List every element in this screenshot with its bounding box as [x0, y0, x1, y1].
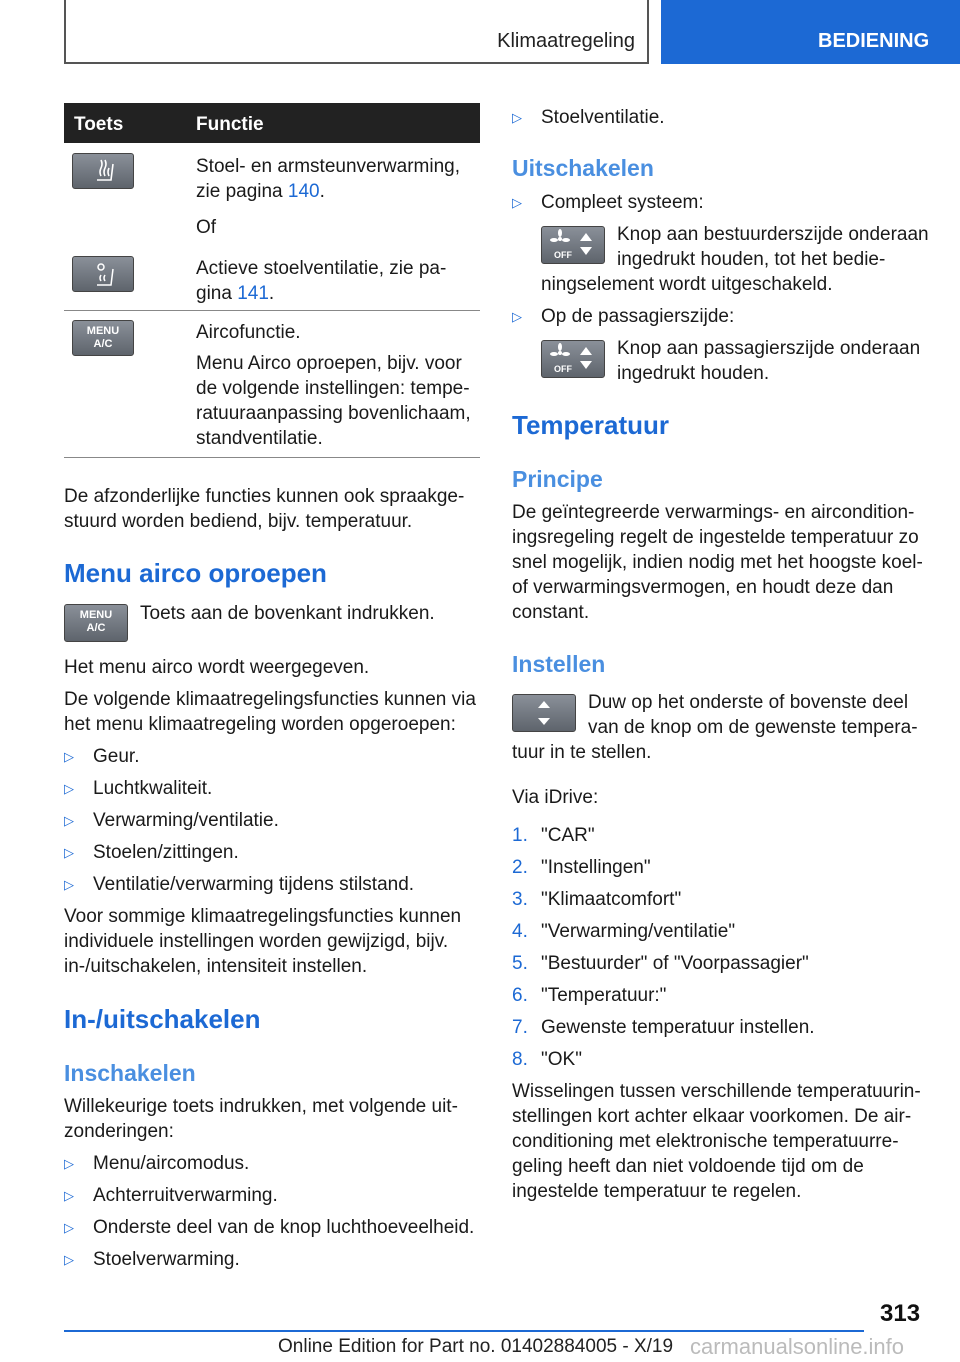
- heading-menu-airco: Menu airco oproepen: [64, 558, 327, 588]
- heading-in-uitschakelen: In-/uitschakelen: [64, 1004, 261, 1034]
- intro-line1: De afzonderlijke functies kunnen ook spraakge-: [64, 486, 465, 507]
- table-bottom-rule: [64, 457, 480, 458]
- heading-temperatuur: Temperatuur: [512, 410, 669, 440]
- p2-line2: het menu klimaatregeling worden opgeroepen:: [64, 714, 456, 735]
- table-divider: [64, 310, 480, 311]
- page-link-140[interactable]: 140: [287, 181, 320, 202]
- row3-line1: Aircofunctie.: [196, 322, 301, 343]
- closing-line3: conditioning met elektronische temperatuurre-: [512, 1131, 899, 1152]
- watermark: carmanualsonline.info: [690, 1334, 905, 1359]
- principe-line3: snel mogelijk, indien nodig met het hoogste koel-: [512, 552, 923, 573]
- principe-line5: constant.: [512, 602, 590, 623]
- svg-text:OFF: OFF: [554, 364, 572, 374]
- p4-line2: zonderingen:: [64, 1121, 174, 1142]
- instellen-line3: tuur in te stellen.: [512, 742, 652, 763]
- closing-line4: geling heeft dan niet voldoende tijd om de: [512, 1156, 864, 1177]
- p3-line2: individuele instellingen worden gewijzigd, bijv.: [64, 931, 449, 952]
- p3-line1: Voor sommige klimaatregelingsfuncties kunnen: [64, 906, 462, 927]
- row3-line4: ratuuraanpassing bovenlichaam,: [196, 403, 471, 424]
- row2-text1: Actieve stoelventilatie, zie pa-: [196, 258, 447, 279]
- header-chapter-box: [661, 0, 960, 64]
- row3-line5: standventilatie.: [196, 428, 323, 449]
- b1-text-line1: Knop aan bestuurderszijde onderaan: [617, 224, 929, 245]
- heading-principe: Principe: [512, 466, 603, 492]
- fan-off-button-icon: [541, 226, 605, 264]
- svg-text:OFF: OFF: [554, 250, 572, 260]
- table-col-toets: Toets: [74, 114, 124, 135]
- intro-line2: stuurd worden bediend, bijv. temperatuur.: [64, 511, 413, 532]
- seat-heating-button-icon: [72, 153, 134, 189]
- row1-or: Of: [196, 217, 217, 238]
- principe-line1: De geïntegreerde verwarmings- en aircondition-: [512, 502, 915, 523]
- menu-ac-label: MENU A/C: [86, 325, 120, 350]
- closing-line2: stellingen kort achter elkaar voorkomen. De air-: [512, 1106, 912, 1127]
- footer-edition: Online Edition for Part no. 01402884005 - X/19: [278, 1336, 674, 1357]
- header-section: Klimaatregeling: [497, 30, 635, 52]
- seat-ventilation-button-icon: [72, 256, 134, 292]
- fan-off-button-icon-2: [541, 340, 605, 378]
- via-idrive: Via iDrive:: [512, 787, 599, 808]
- closing-line1: Wisselingen tussen verschillende temperatuurin-: [512, 1081, 921, 1102]
- b1-text-line2: ingedrukt houden, tot het bedie-: [617, 249, 886, 270]
- menu-text: Toets aan de bovenkant indrukken.: [140, 603, 435, 624]
- temp-up-down-button-icon: [512, 694, 576, 732]
- header-section-box: [64, 0, 649, 64]
- principe-line4: of verwarmingsvermogen, en houdt deze dan: [512, 577, 894, 598]
- footer-rule: [64, 1330, 864, 1332]
- p3-line3: in-/uitschakelen, intensiteit instellen.: [64, 956, 368, 977]
- page-number: 313: [880, 1300, 921, 1327]
- p1: Het menu airco wordt weergegeven.: [64, 657, 370, 678]
- heading-instellen: Instellen: [512, 651, 606, 677]
- menu-ac-button-icon-2: MENU A/C: [64, 604, 128, 642]
- table-header: [64, 103, 480, 143]
- b2-text-line1: Knop aan passagierszijde onderaan: [617, 338, 921, 359]
- heading-uitschakelen: Uitschakelen: [512, 155, 654, 181]
- p4-line1: Willekeurige toets indrukken, met volgende uit-: [64, 1096, 458, 1117]
- p2-line1: De volgende klimaatregelingsfuncties kunnen via: [64, 689, 476, 710]
- principe-line2: ingsregeling regelt de ingestelde temperatuur zo: [512, 527, 919, 548]
- row3-line2: Menu Airco oproepen, bijv. voor: [196, 353, 462, 374]
- row2-text2: gina 141.: [196, 283, 275, 304]
- heading-inschakelen: Inschakelen: [64, 1060, 196, 1086]
- row1-text2: zie pagina 140.: [196, 181, 325, 202]
- closing-line5: ingestelde temperatuur te regelen.: [512, 1181, 802, 1202]
- instellen-line1: Duw op het onderste of bovenste deel: [588, 692, 909, 713]
- b1-text-line3: ningselement wordt uitgeschakeld.: [541, 274, 833, 295]
- b2-text-line2: ingedrukt houden.: [617, 363, 770, 384]
- instellen-line2: van de knop om de gewenste tempera-: [588, 717, 918, 738]
- page-link-141[interactable]: 141: [237, 283, 269, 304]
- row1-text1: Stoel- en armsteunverwarming,: [196, 156, 460, 177]
- table-col-functie: Functie: [196, 114, 264, 135]
- header-chapter: BEDIENING: [818, 30, 930, 52]
- menu-ac-button-icon: [72, 320, 134, 356]
- row3-line3: de volgende instellingen: tempe-: [196, 378, 470, 399]
